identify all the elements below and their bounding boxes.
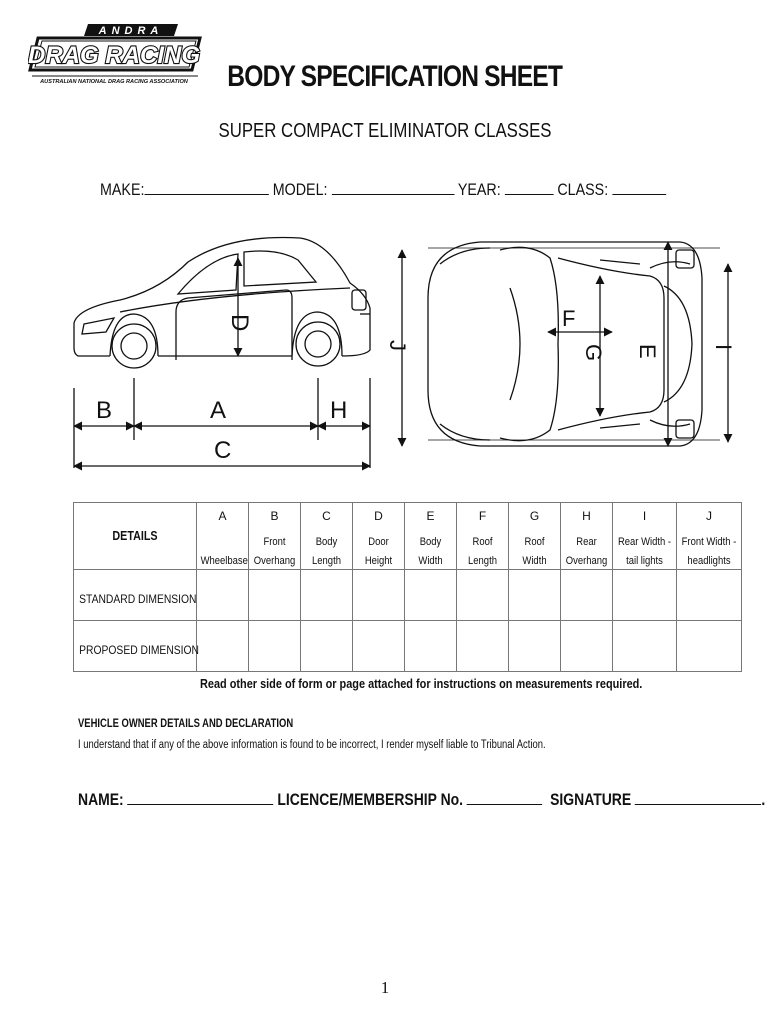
label-f: F [562, 306, 576, 331]
table-header-row [74, 503, 742, 570]
proposed-f-cell[interactable] [457, 621, 509, 672]
name-field[interactable] [128, 788, 274, 805]
declaration-text: I understand that if any of the above information is found to be incorrect, I render myself liable to Tribunal Action. [78, 739, 546, 751]
licence-label: LICENCE/MEMBERSHIP No. [277, 790, 464, 809]
model-field[interactable] [331, 178, 454, 195]
label-e: E [635, 344, 660, 359]
standard-f-cell[interactable] [457, 570, 509, 621]
label-g: G [581, 344, 606, 362]
proposed-h-cell[interactable] [561, 621, 613, 672]
standard-i-cell[interactable] [613, 570, 677, 621]
car-measurement-diagram [60, 228, 750, 478]
standard-a-cell[interactable] [197, 570, 249, 621]
standard-h-cell[interactable] [561, 570, 613, 621]
label-h: H [330, 397, 348, 424]
column-header-a: A Wheelbase [197, 503, 249, 570]
logo-tagline: AUSTRALIAN NATIONAL DRAG RACING ASSOCIATION [40, 79, 188, 85]
proposed-a-cell[interactable] [197, 621, 249, 672]
signoff-end: . [761, 790, 766, 809]
declaration-heading: VEHICLE OWNER DETAILS AND DECLARATION [78, 718, 294, 730]
label-i: I [711, 344, 736, 351]
proposed-e-cell[interactable] [405, 621, 457, 672]
label-d: D [226, 314, 253, 332]
model-label: MODEL: [272, 180, 328, 199]
proposed-j-cell[interactable] [677, 621, 742, 672]
class-field[interactable] [612, 178, 666, 195]
row-label-proposed: PROPOSED DIMENSION [74, 621, 197, 672]
class-label: CLASS: [557, 180, 609, 199]
standard-c-cell[interactable] [301, 570, 353, 621]
column-header-b: B Front Overhang [249, 503, 301, 570]
standard-b-cell[interactable] [249, 570, 301, 621]
make-label: MAKE: [100, 180, 145, 199]
car-side-view [74, 238, 370, 369]
year-label: YEAR: [457, 180, 501, 199]
column-header-d: D Door Height [353, 503, 405, 570]
details-header: DETAILS [74, 503, 197, 570]
standard-g-cell[interactable] [509, 570, 561, 621]
proposed-c-cell[interactable] [301, 621, 353, 672]
table-row-proposed [74, 621, 742, 672]
table-row-standard [74, 570, 742, 621]
instructions-note: Read other side of form or page attached for instructions on measurements required. [200, 676, 643, 691]
proposed-g-cell[interactable] [509, 621, 561, 672]
signature-field[interactable] [635, 788, 761, 805]
column-header-h: H Rear Overhang [561, 503, 613, 570]
page-number: 1 [380, 978, 390, 997]
proposed-b-cell[interactable] [249, 621, 301, 672]
logo-andra-letters [84, 24, 178, 37]
column-header-c: C Body Length [301, 503, 353, 570]
label-b: B [96, 397, 113, 424]
proposed-i-cell[interactable] [613, 621, 677, 672]
label-a: A [210, 397, 227, 424]
column-header-j: J Front Width - headlights [677, 503, 742, 570]
signature-label: SIGNATURE [550, 790, 632, 809]
column-header-e: E Body Width [405, 503, 457, 570]
label-c: C [214, 437, 232, 464]
standard-d-cell[interactable] [353, 570, 405, 621]
vehicle-fields-line [100, 178, 666, 200]
standard-e-cell[interactable] [405, 570, 457, 621]
proposed-d-cell[interactable] [353, 621, 405, 672]
row-label-standard: STANDARD DIMENSION [74, 570, 197, 621]
column-header-g: G Roof Width [509, 503, 561, 570]
dimensions-table [73, 502, 742, 672]
column-header-i: I Rear Width - tail lights [613, 503, 677, 570]
signoff-line [78, 788, 765, 810]
logo-main-text: DRAG RACING [28, 42, 200, 69]
page-subtitle: SUPER COMPACT ELIMINATOR CLASSES [218, 120, 552, 142]
svg-text:ANDRA: ANDRA [98, 25, 164, 37]
column-header-f: F Roof Length [457, 503, 509, 570]
year-field[interactable] [505, 178, 554, 195]
licence-field[interactable] [467, 788, 542, 805]
name-label: NAME: [78, 790, 124, 809]
label-j: J [385, 340, 410, 351]
make-field[interactable] [144, 178, 268, 195]
standard-j-cell[interactable] [677, 570, 742, 621]
page-title: BODY SPECIFICATION SHEET [227, 60, 563, 93]
